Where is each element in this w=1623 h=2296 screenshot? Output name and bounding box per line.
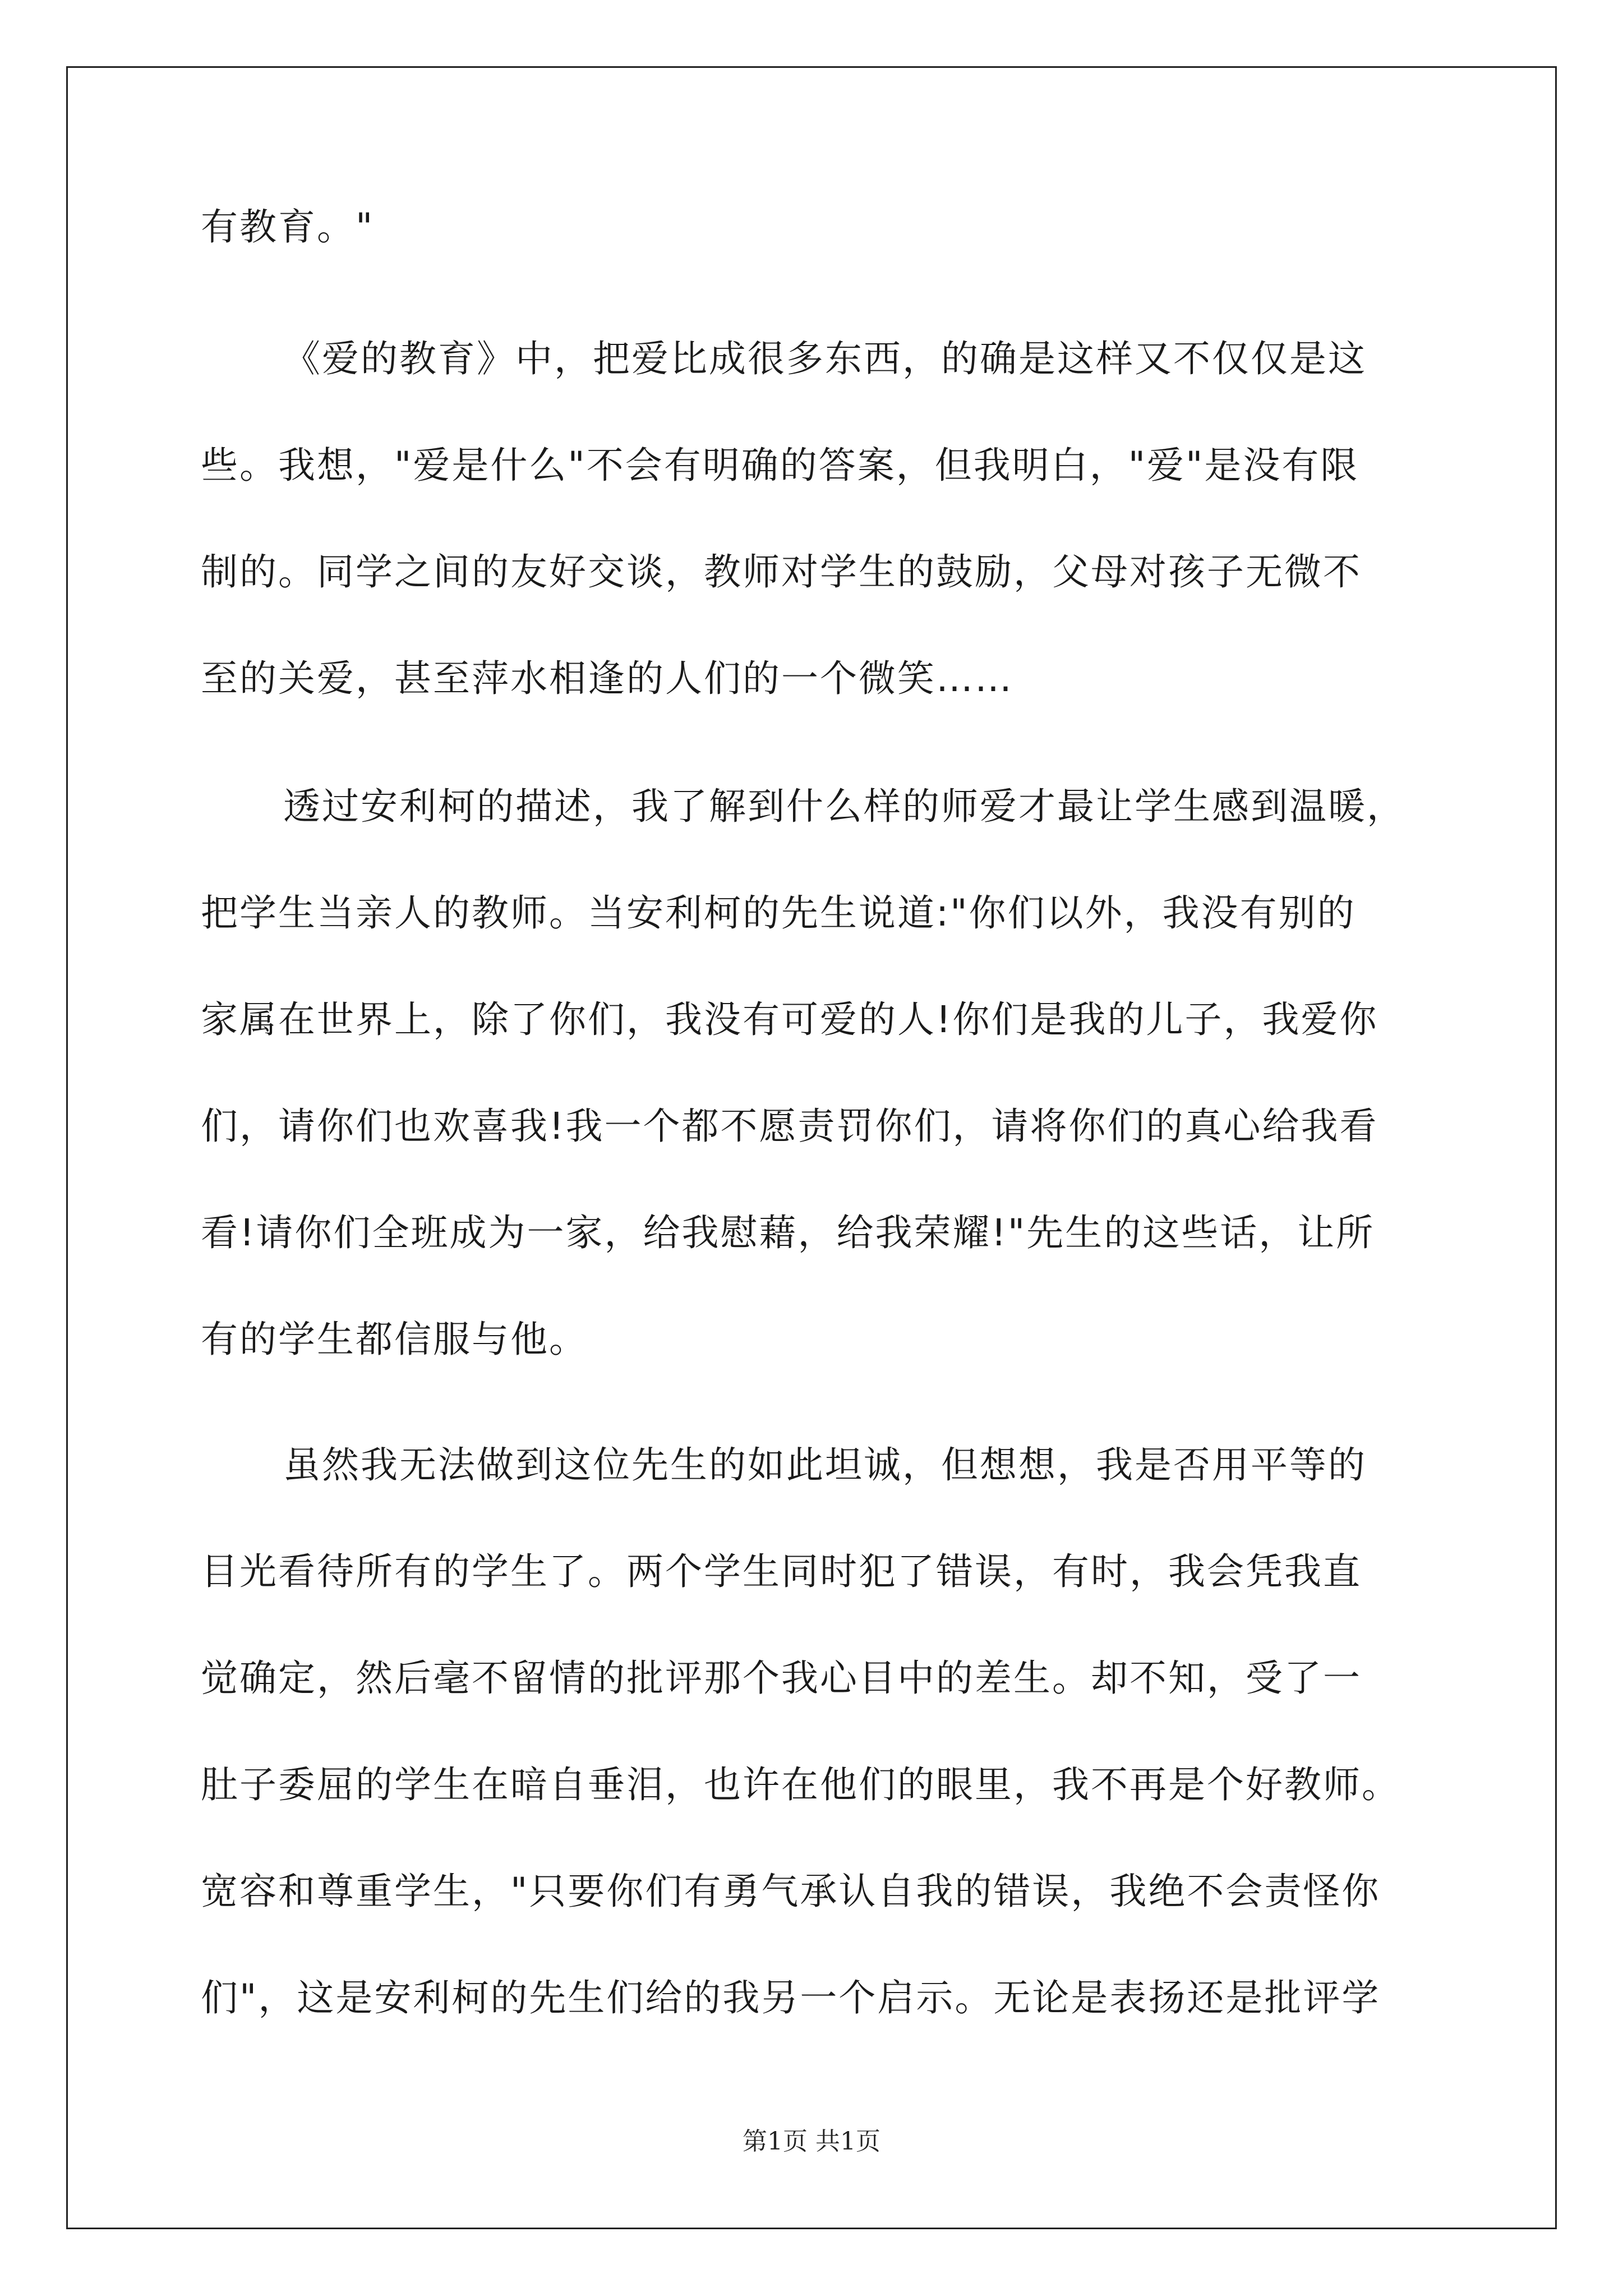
text-line: 们，请你们也欢喜我!我一个都不愿责罚你们，请将你们的真心给我看: [201, 1105, 1378, 1148]
text-line: 些。我想，"爱是什么"不会有明确的答案，但我明白，"爱"是没有限: [201, 444, 1359, 487]
text-line: 觉确定，然后毫不留情的批评那个我心目中的差生。却不知，受了一: [201, 1657, 1362, 1700]
text-line: 看!请你们全班成为一家，给我慰藉，给我荣耀!"先生的这些话，让所: [201, 1211, 1375, 1254]
text-line: 制的。同学之间的友好交谈，教师对学生的鼓励，父母对孩子无微不: [201, 550, 1362, 593]
page-footer: 第1页 共1页: [743, 2127, 880, 2156]
text-line: 有教育。": [201, 205, 375, 249]
text-line: 把学生当亲人的教师。当安利柯的先生说道:"你们以外，我没有别的: [201, 891, 1356, 935]
text-line: 肚子委屈的学生在暗自垂泪，也许在他们的眼里，我不再是个好教师。: [201, 1763, 1400, 1806]
text-line: 透过安利柯的描述，我了解到什么样的师爱才最让学生感到温暖，: [283, 785, 1405, 828]
text-line: 目光看待所有的学生了。两个学生同时犯了错误，有时，我会凭我直: [201, 1550, 1362, 1593]
text-line: 虽然我无法做到这位先生的如此坦诚，但想想，我是否用平等的: [283, 1443, 1367, 1487]
text-line: 家属在世界上，除了你们，我没有可爱的人!你们是我的儿子，我爱你: [201, 998, 1378, 1041]
text-line: 宽容和尊重学生，"只要你们有勇气承认自我的错误，我绝不会责怪你: [201, 1870, 1381, 1913]
text-line: 有的学生都信服与他。: [201, 1318, 588, 1361]
text-line: 们"，这是安利柯的先生们给的我另一个启示。无论是表扬还是批评学: [201, 1976, 1381, 2019]
text-line: 至的关爱，甚至萍水相逢的人们的一个微笑……: [201, 657, 1013, 700]
text-line: 《爱的教育》中，把爱比成很多东西，的确是这样又不仅仅是这: [283, 337, 1367, 380]
